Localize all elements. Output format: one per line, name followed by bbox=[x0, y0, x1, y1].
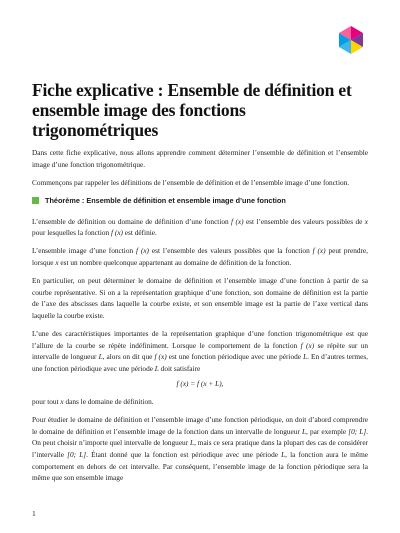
definition-domain-paragraph: L’ensemble de définition ou domaine de définition d’une fonction f (x) est l’ensemble des valeurs possibles de x pour lesquelles la fonction f (x) est définie. bbox=[32, 216, 369, 238]
document-body bbox=[32, 147, 368, 490]
intro-paragraph-2: Commençons par rappeler les définitions de l’ensemble de définition et de l’ensemble image d’une fonction. bbox=[32, 177, 350, 187]
page-number: 1 bbox=[32, 509, 36, 518]
theorem-title: Théorème : Ensemble de définition et ensemble image d’une fonction bbox=[45, 195, 286, 205]
intro-paragraph-1: Dans cette fiche explicative, nous allons apprendre comment déterminer l’ensemble de définition et l’ensemble image d’une fonction trigonométrique. bbox=[32, 148, 368, 169]
periodic-paragraph: L’une des caractéristiques importantes de la représentation graphique d’une fonction trigonométrique est que l’allure de la courbe se répète indéfiniment. Lorsque le comportement de la fonction f (x) se répète sur un intervalle de longueur L, alors on dit que f (x) est une fonction périodique avec une période L. En d’autres termes, une fonction périodique avec une période L doit satisfaire bbox=[32, 329, 369, 373]
theorem-bullet-icon bbox=[32, 197, 39, 204]
brand-logo-icon bbox=[336, 25, 366, 55]
domain-note: pour tout x dans le domaine de définition. bbox=[32, 397, 154, 407]
periodicity-formula: f (x) = f (x + L), bbox=[176, 379, 224, 389]
study-paragraph: Pour étudier le domaine de définition et l’ensemble image d’une fonction périodique, on doit d’abord comprendre le domaine de définition et l’ensemble image de la fonction dans un intervalle de longueur L, par exemple [0; L]. On peut choisir n’importe quel intervalle de longueur L, mais ce sera pratique dans la plupart des cas de considérer l’intervalle [0; L]. Étant donné que la fonction est périodique avec une période L, la fonction aura le même comportement en dehors de cet intervalle. Par conséquent, l’ensemble image de la fonction périodique sera la même que son ensemble image bbox=[32, 415, 368, 483]
definition-image-paragraph: L’ensemble image d’une fonction f (x) est l’ensemble des valeurs possibles que la fonction f (x) peut prendre, lorsque x est un nombre quelconque appartenant au domaine de définition de la fonction. bbox=[32, 246, 368, 267]
graph-paragraph: En particulier, on peut déterminer le domaine de définition et l’ensemble image d’une fonction à partir de sa courbe représentative. Si on a la représentation graphique d’une fonction, son domaine de définition est la partie de l’axe des abscisses dans laquelle la courbe existe, et son ensemble image est la partie de l’axe vertical dans laquelle la courbe existe. bbox=[32, 276, 368, 320]
theorem-heading bbox=[32, 195, 368, 207]
page-title: Fiche explicative : Ensemble de définition et ensemble image des fonctions trigonométriques bbox=[32, 80, 352, 140]
